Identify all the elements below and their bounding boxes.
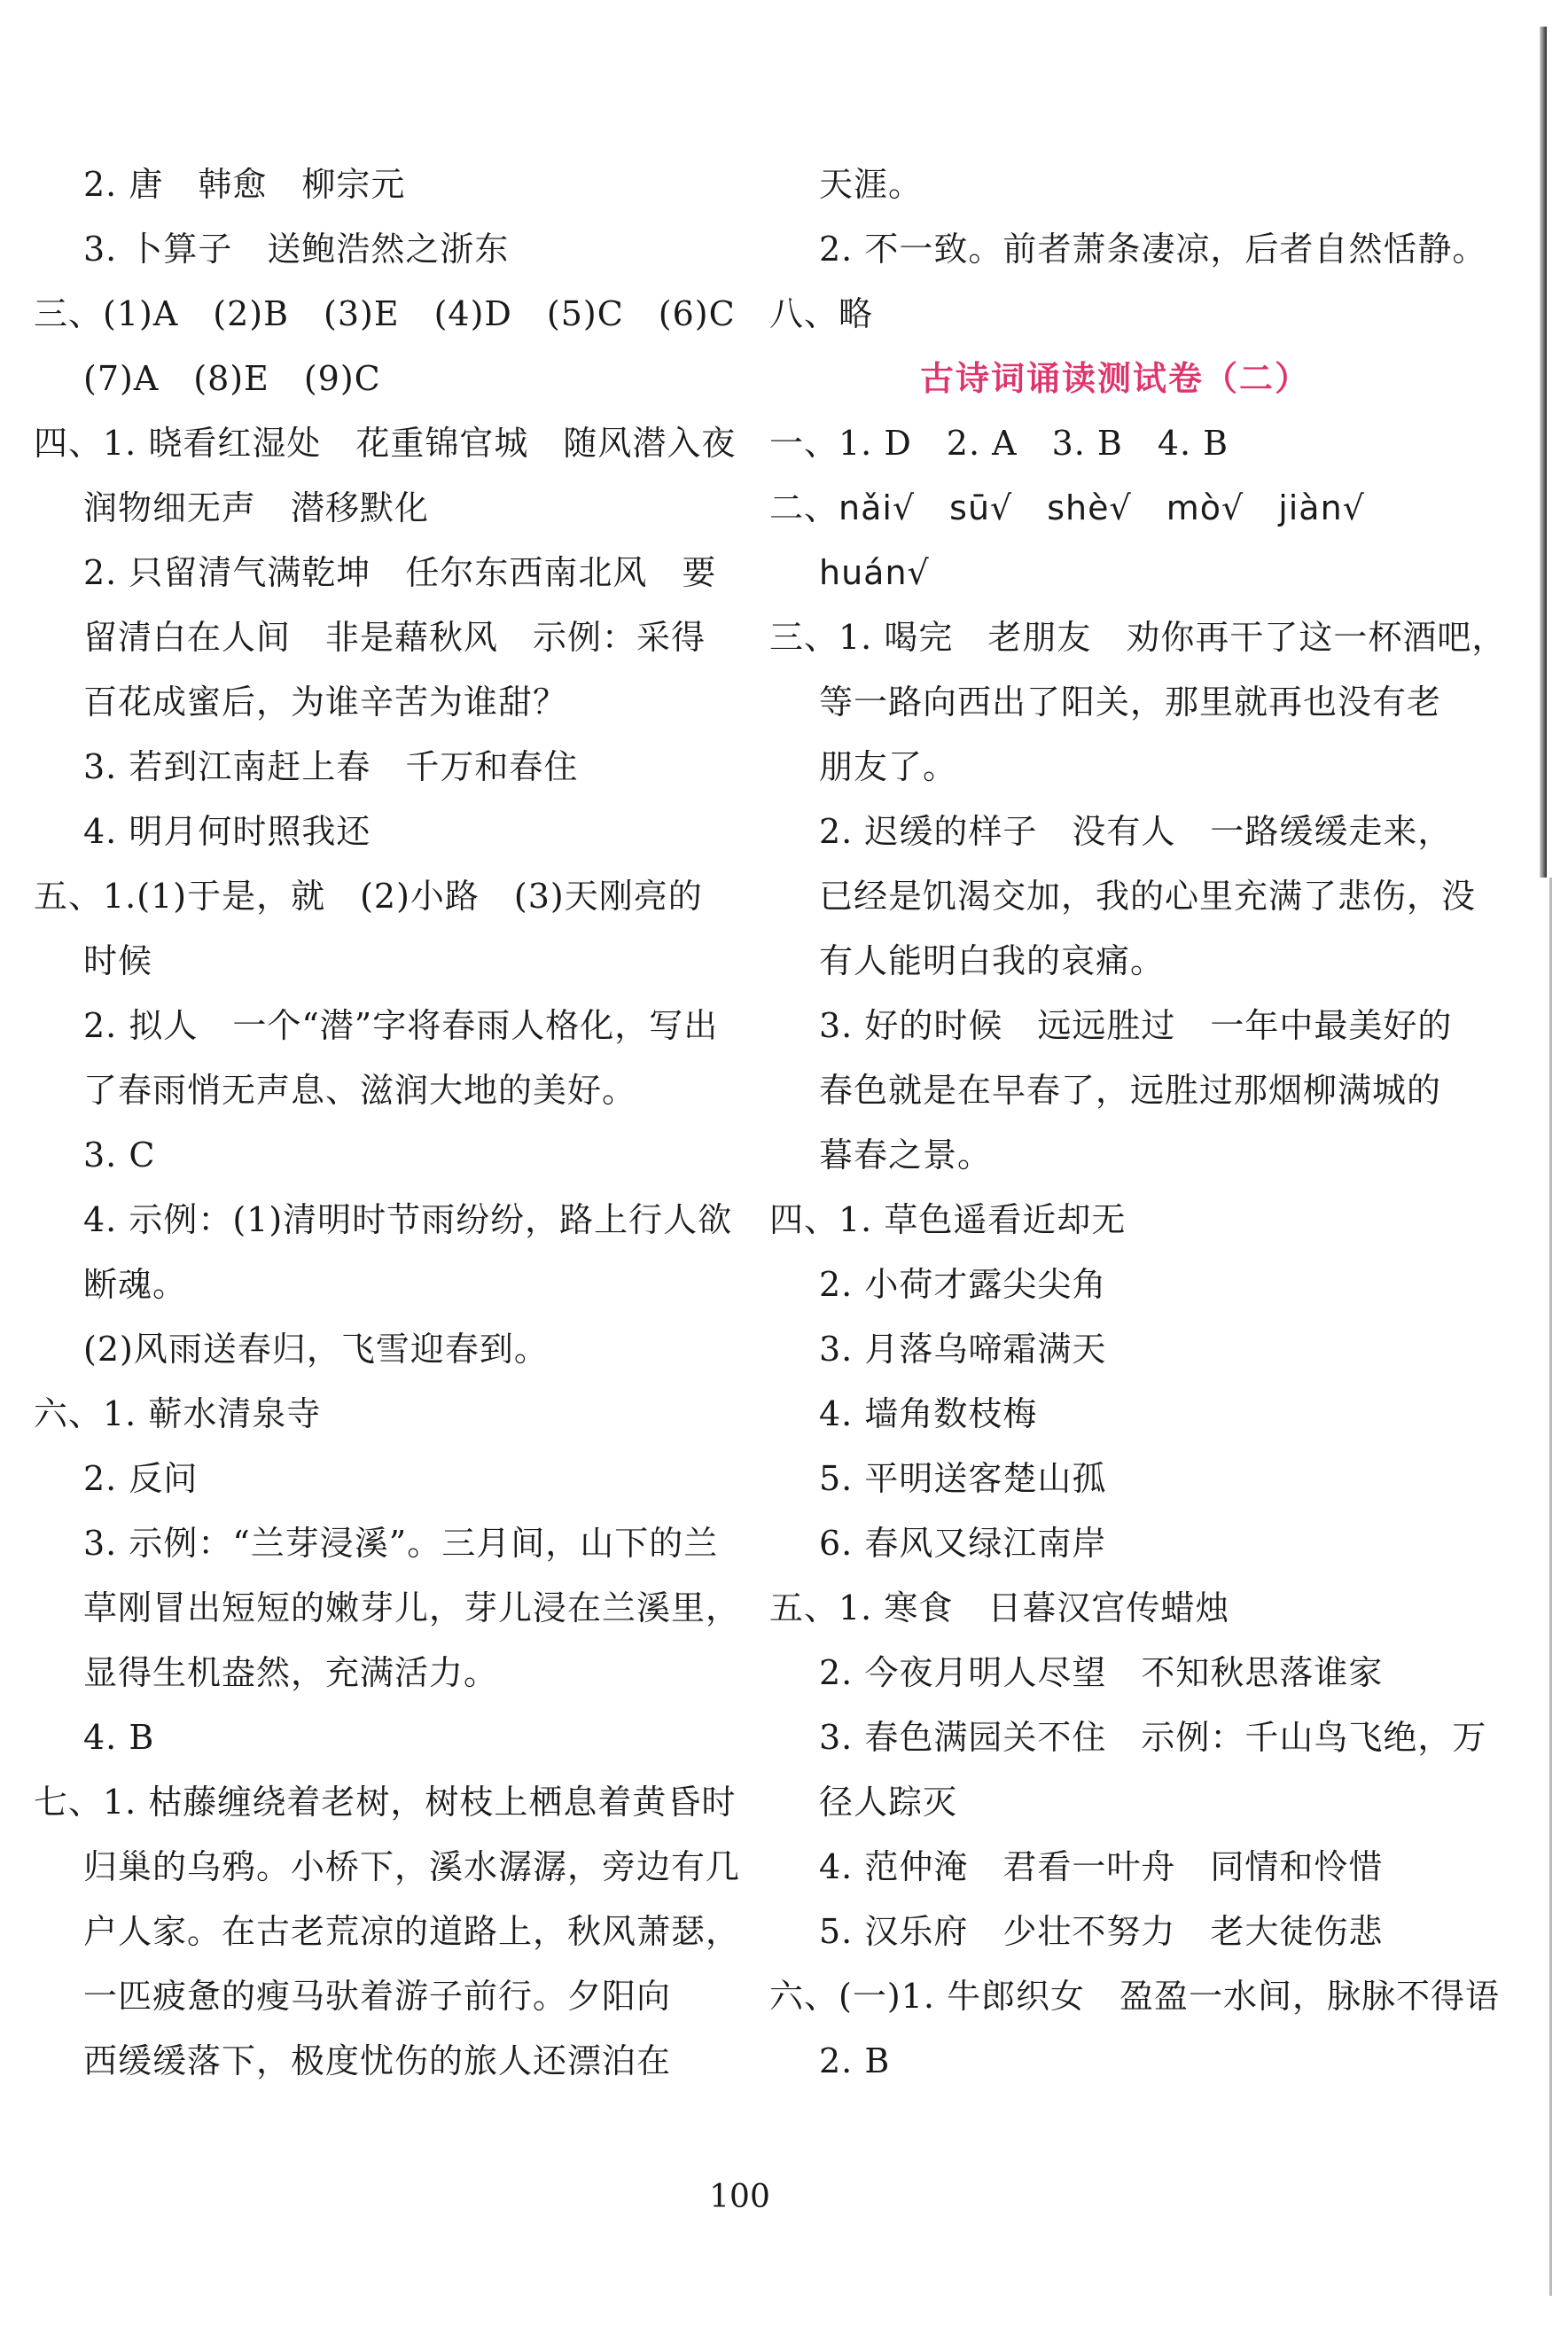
answer-line: (2)风雨送春归，飞雪迎春到。 bbox=[83, 1330, 549, 1369]
answer-line: 断魂。 bbox=[83, 1265, 188, 1304]
answer-line: 户人家。在古老荒凉的道路上，秋风萧瑟， bbox=[83, 1912, 741, 1951]
answer-line: 2. 迟缓的样子 没有人 一路缓缓走来， bbox=[819, 812, 1453, 851]
answer-line: 五、1.(1)于是，就 (2)小路 (3)天刚亮的 bbox=[34, 877, 703, 916]
answer-line: 3. 月落乌啼霜满天 bbox=[819, 1330, 1107, 1369]
answer-line: 留清白在人间 非是藉秋风 示例：采得 bbox=[83, 618, 706, 657]
answer-line: 西缓缓落下，极度忧伤的旅人还漂泊在 bbox=[83, 2041, 672, 2080]
answer-line: 2. 只留清气满乾坤 任尔东西南北风 要 bbox=[83, 553, 717, 592]
answer-line: 八、略 bbox=[769, 294, 874, 333]
section-title: 古诗词诵读测试卷（二） bbox=[919, 359, 1310, 398]
answer-line: 有人能明白我的哀痛。 bbox=[819, 941, 1166, 980]
answer-line: 4. 示例：(1)清明时节雨纷纷，路上行人欲 bbox=[83, 1200, 733, 1239]
answer-line: 草刚冒出短短的嫩芽儿，芽儿浸在兰溪里， bbox=[83, 1588, 741, 1627]
answer-line: 4. 墙角数枝梅 bbox=[819, 1394, 1038, 1433]
answer-line: 四、1. 晓看红湿处 花重锦官城 随风潜入夜 bbox=[34, 424, 737, 463]
answer-line: 2. 拟人 一个“潜”字将春雨人格化，写出 bbox=[83, 1006, 719, 1045]
answer-line: 2. 不一致。前者萧条凄凉，后者自然恬静。 bbox=[819, 230, 1487, 269]
answer-line: 6. 春风又绿江南岸 bbox=[819, 1524, 1107, 1563]
answer-line: 3. 春色满园关不住 示例：千山鸟飞绝，万 bbox=[819, 1718, 1487, 1757]
page-edge-shadow bbox=[1540, 27, 1547, 878]
answer-line: 3. 卜算子 送鲍浩然之浙东 bbox=[83, 230, 510, 269]
answer-line: 显得生机盎然，充满活力。 bbox=[83, 1653, 499, 1692]
answer-line: 二、nǎi√ sū√ shè√ mò√ jiàn√ bbox=[769, 488, 1365, 527]
answer-line: 3. 示例：“兰芽浸溪”。三月间，山下的兰 bbox=[83, 1524, 719, 1563]
answer-line: 5. 平明送客楚山孤 bbox=[819, 1459, 1107, 1498]
answer-line: 润物细无声 潜移默化 bbox=[83, 488, 430, 527]
left-column bbox=[34, 152, 741, 2094]
answer-line: 天涯。 bbox=[819, 165, 924, 204]
answer-line: 4. B bbox=[83, 1718, 155, 1757]
answer-line: 一、1. D 2. A 3. B 4. B bbox=[769, 424, 1229, 463]
answer-line: 4. 明月何时照我还 bbox=[83, 812, 371, 851]
answer-line: 2. 小荷才露尖尖角 bbox=[819, 1265, 1107, 1304]
answer-line: 五、1. 寒食 日暮汉宫传蜡烛 bbox=[769, 1588, 1230, 1627]
answer-line: 3. 好的时候 远远胜过 一年中最美好的 bbox=[819, 1006, 1453, 1045]
answer-line: 六、(一)1. 牛郎织女 盈盈一水间，脉脉不得语 bbox=[769, 1977, 1500, 2016]
answer-line: 六、1. 蕲水清泉寺 bbox=[34, 1394, 322, 1433]
answer-line: 一匹疲惫的瘦马驮着游子前行。夕阳向 bbox=[83, 1977, 672, 2016]
answer-line: 四、1. 草色遥看近却无 bbox=[769, 1200, 1127, 1239]
answer-line: 2. B bbox=[819, 2041, 891, 2080]
answer-line: 3. 若到江南赶上春 千万和春住 bbox=[83, 747, 579, 786]
answer-line: 5. 汉乐府 少壮不努力 老大徒伤悲 bbox=[819, 1912, 1384, 1951]
answer-line: 2. 反问 bbox=[83, 1459, 199, 1498]
answer-line: 了春雨悄无声息、滋润大地的美好。 bbox=[83, 1071, 637, 1110]
answer-line: 百花成蜜后，为谁辛苦为谁甜？ bbox=[83, 683, 568, 722]
answer-line: 2. 今夜月明人尽望 不知秋思落谁家 bbox=[819, 1653, 1384, 1692]
answer-line: 三、1. 喝完 老朋友 劝你再干了这一杯酒吧， bbox=[769, 618, 1507, 657]
answer-line: 2. 唐 韩愈 柳宗元 bbox=[83, 165, 406, 204]
right-column bbox=[769, 152, 1507, 2094]
answer-line: 春色就是在早春了，远胜过那烟柳满城的 bbox=[819, 1071, 1442, 1110]
answer-line: 七、1. 枯藤缠绕着老树，树枝上栖息着黄昏时 bbox=[34, 1783, 737, 1822]
answer-line: huán√ bbox=[819, 553, 930, 592]
answer-line: 已经是饥渴交加，我的心里充满了悲伤，没 bbox=[819, 877, 1477, 916]
answer-line: 暮春之景。 bbox=[819, 1135, 993, 1174]
answer-line: 时候 bbox=[83, 941, 153, 980]
answer-line: 4. 范仲淹 君看一叶舟 同情和怜惜 bbox=[819, 1847, 1384, 1886]
page-edge-line bbox=[1549, 878, 1552, 2296]
answer-line: (7)A (8)E (9)C bbox=[83, 359, 381, 398]
answer-line: 等一路向西出了阳关，那里就再也没有老 bbox=[819, 683, 1442, 722]
page-number: 100 bbox=[709, 2179, 770, 2215]
answer-line: 朋友了。 bbox=[819, 747, 958, 786]
answer-line: 径人踪灭 bbox=[819, 1783, 958, 1822]
answer-line: 三、(1)A (2)B (3)E (4)D (5)C (6)C bbox=[34, 294, 736, 333]
answer-line: 归巢的乌鸦。小桥下，溪水潺潺，旁边有几 bbox=[83, 1847, 741, 1886]
answer-line: 3. C bbox=[83, 1135, 156, 1174]
